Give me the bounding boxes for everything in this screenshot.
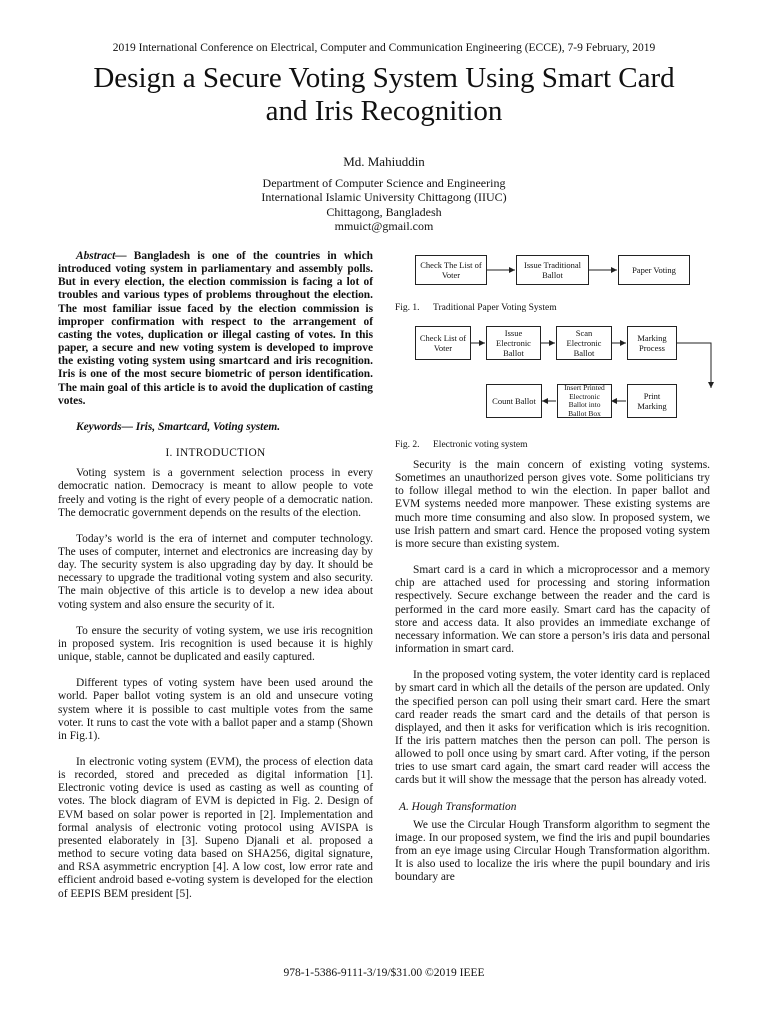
fig2-box-issue-electronic-ballot: Issue Electronic Ballot: [486, 326, 541, 360]
fig2-box-count-ballot: Count Ballot: [486, 384, 542, 418]
fig1-box-issue-ballot: Issue Traditional Ballot: [516, 255, 589, 285]
right-paragraph-1: Security is the main concern of existing voting systems. Sometimes an unauthorized person gives vote. Some politicians try to follow illegal method to win the election. In paper ballot and EVM systems needed more manpower. These existing systems are much more time consuming and also slow. In proposed system, we use Irish pattern and smart card. Hence the proposed voting system is more secure than existing system.: [395, 459, 710, 550]
paper-title: [40, 62, 728, 128]
right-paragraph-2: Smart card is a card in which a microprocessor and a memory chip are attached used for processing and storing information respectively. Secure exchange between the reader and the card is performed in the card more easily. Smart card has the capacity of store and access data. It also provides an immediate exchange of necessary information. We can store a person’s iris data and personal information in smart card.: [395, 564, 710, 656]
abstract-label: Abstract—: [76, 250, 127, 262]
author-department: Department of Computer Science and Engineering: [262, 175, 506, 190]
intro-paragraph-3: To ensure the security of voting system, we use iris recognition in proposed system. Iris recognition is used because it is highly unique, stable, cannot be duplicated and easily captured.: [58, 624, 373, 664]
left-column: [58, 250, 373, 914]
fig1-box-paper-voting: Paper Voting: [618, 255, 690, 285]
abstract: [58, 250, 373, 408]
figure-2-caption: [395, 439, 710, 451]
figure-1-caption: [395, 302, 710, 314]
intro-paragraph-1: Voting system is a government selection process in every democratic nation. Democracy is meant to allow people to vote freely and voting is the right of every people of a democratic nation. The democratic government depends on the results of the election.: [58, 467, 373, 519]
abstract-text: Bangladesh is one of the countries in which introduced voting system in parliamentary and assembly polls. But in every election, the election commission is facing a lot of troubles and various types of problems throughout the election. The most familiar issue faced by the election commission is improper confirmation with respect to the arrangement of casting the votes, duplication or illegal casting of votes. In this paper, a secure and new voting system is developed to improve the existing voting system using smartcard and iris recognition. Iris is one of the most secure biometric of person identification. The main goal of this article is to avoid the duplication of casting votes.: [58, 250, 373, 407]
figure-2: [395, 321, 710, 459]
figure-2-caption-number: Fig. 2.: [395, 440, 420, 450]
right-paragraph-3: In the proposed voting system, the voter identity card is replaced by smart card in which all the details of the person are updated. Only the specified person can poll using their smart card. Here the smart card reader reads the smart card and the details of that person is displayed, and then it asks for verification which is iris recognition. If the iris pattern matches then the person can poll. The person is allowed to poll once using by smart card. After voting, if the person tries to use smart card again, the smart card reader will access the cards but it will show the message that the person has already voted.: [395, 669, 710, 787]
figure-1: [395, 250, 710, 318]
fig1-box-check-list: Check The List of Voter: [415, 255, 487, 285]
section-heading-introduction: I. INTRODUCTION: [165, 447, 266, 460]
author-name: Md. Mahiuddin: [343, 154, 425, 169]
figure-1-caption-number: Fig. 1.: [395, 303, 420, 313]
author-location: Chittagong, Bangladesh: [326, 204, 442, 219]
keywords: Keywords— Iris, Smartcard, Voting system.: [76, 420, 281, 433]
page-footer: 978-1-5386-9111-3/19/$31.00 ©2019 IEEE: [283, 967, 485, 979]
author-email: mmuict@gmail.com: [334, 219, 434, 234]
fig2-box-marking-process: Marking Process: [627, 326, 677, 360]
fig2-box-insert-ballot: Insert Printed Electronic Ballot into Ballot Box: [557, 384, 612, 418]
fig2-box-print-marking: Print Marking: [627, 384, 677, 418]
figure-2-caption-text: Electronic voting system: [433, 440, 528, 450]
author-block: [0, 155, 768, 234]
author-university: International Islamic University Chittagong (IIUC): [261, 190, 507, 205]
title-line-2: and Iris Recognition: [265, 95, 503, 127]
intro-paragraph-5: In electronic voting system (EVM), the process of election data is recorded, stored and preceded as digital information [1]. Electronic voting device is used as casting as well as counting of votes. The block diagram of EVM is depicted in Fig. 2. Design of EVM based on solar power is reported in [2]. Implementation and formal analysis of electronic voting protocol using AVISPA is presented elaborately in [3]. Supeno Djanali et al. proposed a method to secure voting data based on SHA256, digital signature, and RSA asymmetric encryption [4]. A low cost, low error rate and efficient android based e-voting system is developed for the election of EEPIS BEM president [5].: [58, 756, 373, 900]
intro-paragraph-2: Today’s world is the era of internet and computer technology. The uses of computer, internet and electronics are increasing day by day. The security system is also upgrading day by day. It should be necessary to upgrade the traditional voting system and also security. The main objective of this article is to develop a new idea about voting system and also ensure the security of it.: [58, 532, 373, 611]
fig2-arrow-4: [677, 343, 711, 388]
intro-paragraph-4: Different types of voting system have been used around the world. Paper ballot voting system is an old and unsecure voting system where it is possible to cast multiple votes from the same voter. It runs to cast the vote with a ballot paper and a stamp (Shown in Fig.1).: [58, 677, 373, 742]
fig2-box-check-list: Check List of Voter: [415, 326, 471, 360]
fig2-box-scan-electronic-ballot: Scan Electronic Ballot: [556, 326, 612, 360]
right-column: [395, 250, 710, 885]
subsection-heading-hough: A. Hough Transformation: [399, 800, 517, 813]
figure-1-caption-text: Traditional Paper Voting System: [433, 303, 557, 313]
title-line-1: Design a Secure Voting System Using Smart Card: [93, 62, 675, 94]
hough-paragraph: We use the Circular Hough Transform algorithm to segment the image. In our proposed system, we find the iris and pupil boundaries from an eye image using Circular Hough Transformation algorithm. It is also used to localize the iris where the pupil boundary and iris boundary are: [395, 818, 710, 884]
conference-header: 2019 International Conference on Electrical, Computer and Communication Engineering (ECCE), 7-9 February, 2019: [112, 42, 656, 54]
